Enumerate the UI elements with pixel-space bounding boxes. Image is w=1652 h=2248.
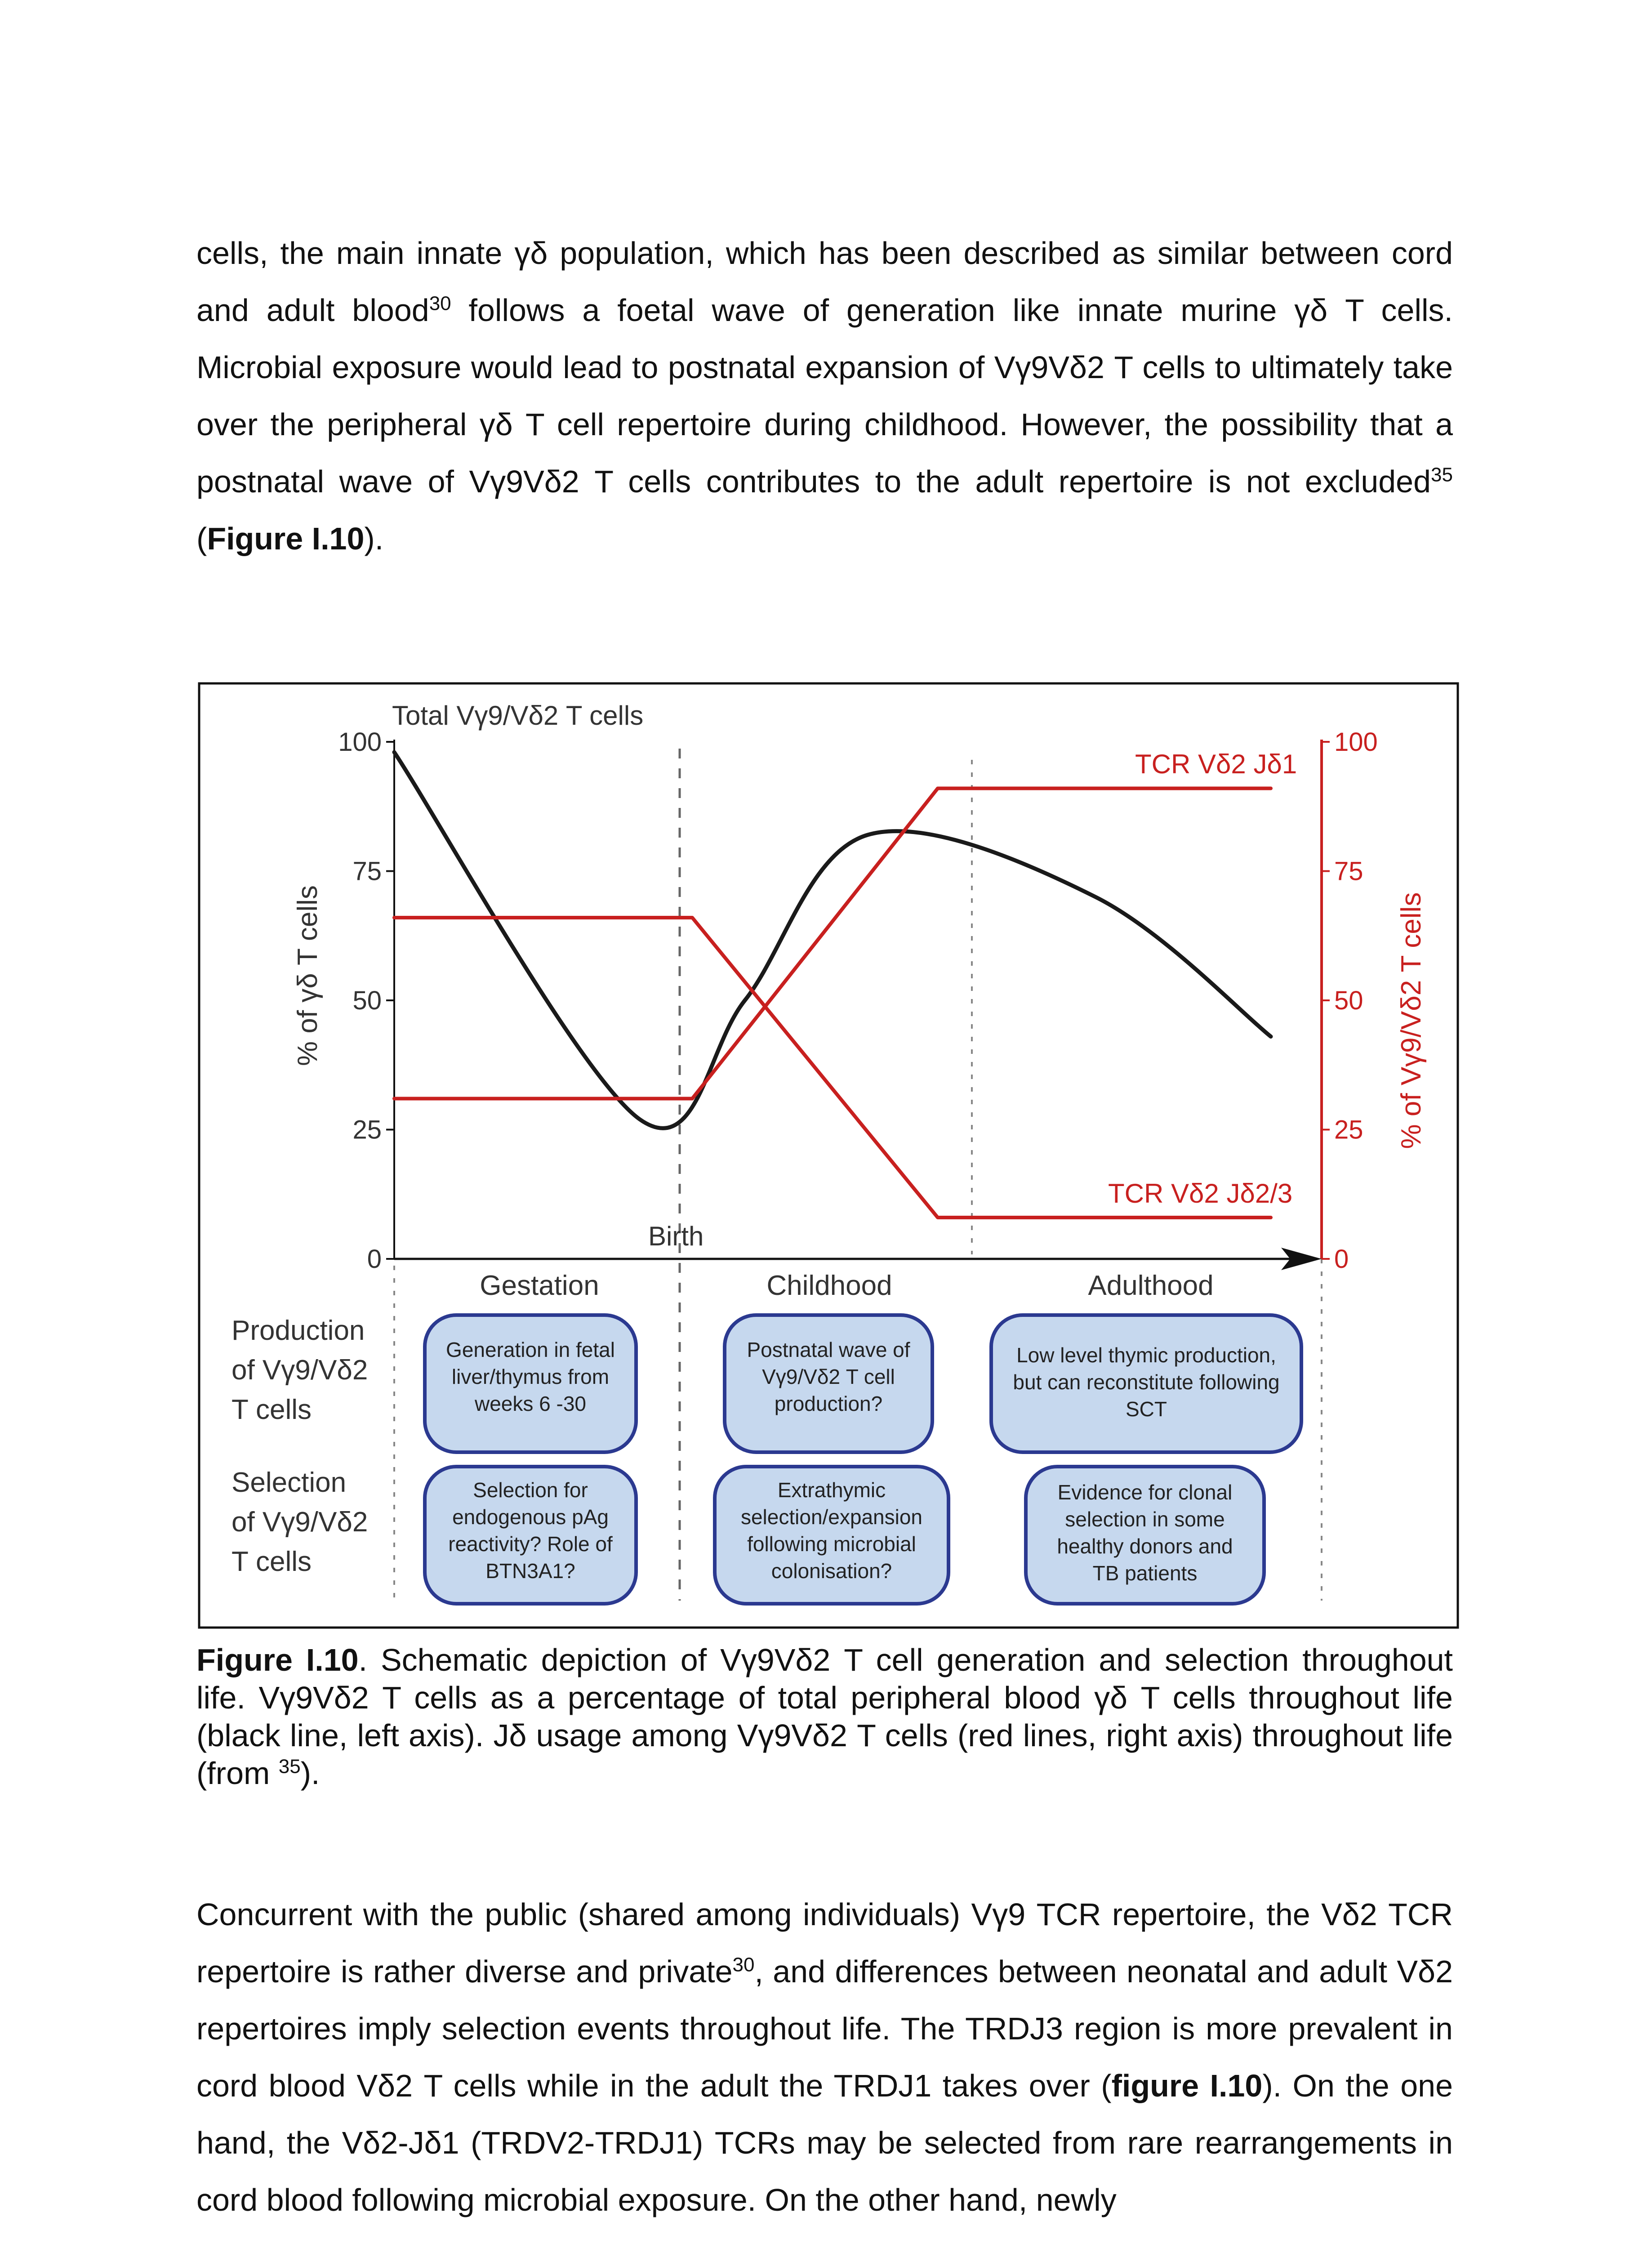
production-box-gestation [425, 1315, 636, 1452]
svg-text:selection in some: selection in some [1065, 1508, 1225, 1531]
phase-childhood: Childhood [766, 1270, 892, 1301]
left-tick-label: 25 [352, 1115, 382, 1145]
svg-text:Extrathymic: Extrathymic [777, 1478, 886, 1502]
paragraph-text: Concurrent with the public (shared among individuals) Vγ9 TCR repertoire, the Vδ2 TCR repertoire is rather diverse and private [196, 1897, 1453, 1989]
series-label-jd23: TCR Vδ2 Jδ2/3 [1108, 1178, 1293, 1209]
selection-box-childhood [715, 1467, 948, 1604]
svg-text:reactivity? Role of: reactivity? Role of [448, 1532, 613, 1556]
production-box-adulthood [991, 1315, 1301, 1452]
svg-text:TB patients: TB patients [1092, 1561, 1198, 1585]
right-tick-label: 50 [1334, 986, 1363, 1015]
right-tick-label: 100 [1334, 727, 1378, 757]
left-tick-label: 0 [367, 1244, 382, 1274]
svg-text:liver/thymus from: liver/thymus from [451, 1365, 610, 1388]
left-tick-label: 50 [352, 986, 382, 1015]
svg-text:endogenous pAg: endogenous pAg [452, 1505, 609, 1529]
right-tick-label: 0 [1334, 1244, 1349, 1274]
svg-text:Production: Production [232, 1315, 365, 1346]
paragraph-bottom [196, 1886, 1453, 2229]
paragraph-text: follows a foetal wave of generation like innate murine γδ T cells. Microbial exposure would lead to postnatal expansion of Vγ9Vδ2 T cells to ultimately take over the peripheral γδ T cell repertoire during childhood. However, the possibility that a postnatal wave of Vγ9Vδ2 T cells contributes to the adult repertoire is not excluded [196, 293, 1453, 499]
figure-reference: figure I.10 [1111, 2068, 1263, 2103]
phase-gestation: Gestation [480, 1270, 599, 1301]
paragraph-text: , and differences between neonatal and adult Vδ2 repertoires imply selection events throughout life. The TRDJ3 region is more prevalent in cord blood Vδ2 T cells while in the adult the TRDJ1 takes over ( [196, 1954, 1453, 2103]
paragraph-text: cells, the main innate γδ population, which has been described as similar between cord and adult blood [196, 236, 1453, 328]
svg-text:Vγ9/Vδ2 T cell: Vγ9/Vδ2 T cell [762, 1365, 895, 1388]
svg-text:Low level thymic production,: Low level thymic production, [1016, 1343, 1276, 1367]
caption-label: Figure I.10 [196, 1642, 359, 1677]
svg-text:Generation in fetal: Generation in fetal [446, 1338, 615, 1361]
birth-label: Birth [648, 1221, 704, 1251]
citation: 30 [429, 292, 451, 315]
svg-text:Evidence for clonal: Evidence for clonal [1057, 1481, 1233, 1504]
svg-text:selection/expansion: selection/expansion [740, 1505, 923, 1529]
paragraph-text: ). [364, 521, 384, 556]
svg-text:weeks 6 -30: weeks 6 -30 [474, 1392, 587, 1415]
production-box-childhood [725, 1315, 932, 1452]
paragraph-text: ). On the one hand, the Vδ2-Jδ1 (TRDV2-TRDJ1) TCRs may be selected from rare rearrangements in cord blood following microbial exposure. On the other hand, newly [196, 2068, 1453, 2217]
svg-text:of Vγ9/Vδ2: of Vγ9/Vδ2 [232, 1355, 368, 1386]
citation: 35 [1431, 464, 1453, 486]
left-tick-label: 100 [338, 727, 382, 757]
svg-text:T cells: T cells [232, 1546, 312, 1577]
right-axis-label: % of Vγ9/Vδ2 T cells [1396, 892, 1427, 1149]
left-axis-title: Total Vγ9/Vδ2 T cells [392, 700, 644, 731]
caption-text: ). [300, 1756, 320, 1791]
svg-text:following microbial: following microbial [747, 1532, 916, 1556]
svg-text:Selection: Selection [232, 1467, 347, 1498]
figure-reference: Figure I.10 [207, 521, 365, 556]
left-axis-label: % of γδ T cells [292, 885, 323, 1066]
svg-text:of Vγ9/Vδ2: of Vγ9/Vδ2 [232, 1507, 368, 1538]
svg-text:Selection for: Selection for [473, 1478, 588, 1502]
svg-text:but can reconstitute following: but can reconstitute following [1013, 1370, 1280, 1394]
citation: 35 [278, 1755, 301, 1778]
citation: 30 [732, 1954, 755, 1976]
svg-text:production?: production? [774, 1392, 883, 1415]
svg-text:Postnatal wave of: Postnatal wave of [747, 1338, 910, 1361]
svg-text:healthy donors and: healthy donors and [1057, 1534, 1233, 1558]
phase-adulthood: Adulthood [1088, 1270, 1214, 1301]
right-tick-label: 25 [1334, 1115, 1363, 1145]
svg-text:T cells: T cells [232, 1394, 312, 1425]
svg-text:colonisation?: colonisation? [771, 1559, 892, 1583]
svg-text:SCT: SCT [1126, 1397, 1167, 1421]
caption-text: . Schematic depiction of Vγ9Vδ2 T cell generation and selection throughout life. Vγ9Vδ2 T cells as a percentage of total peripheral blood γδ T cells throughout life (black line, left axis). Jδ usage among Vγ9Vδ2 T cells (red lines, right axis) throughout life (from [196, 1642, 1453, 1791]
selection-box-adulthood [1026, 1467, 1264, 1604]
left-tick-label: 75 [352, 856, 382, 886]
paragraph-text: ( [196, 521, 207, 556]
right-tick-label: 75 [1334, 856, 1363, 886]
selection-box-gestation [425, 1467, 636, 1604]
svg-text:BTN3A1?: BTN3A1? [485, 1559, 575, 1583]
figure-caption [196, 1641, 1453, 1792]
series-label-jd1: TCR Vδ2 Jδ1 [1135, 749, 1297, 779]
